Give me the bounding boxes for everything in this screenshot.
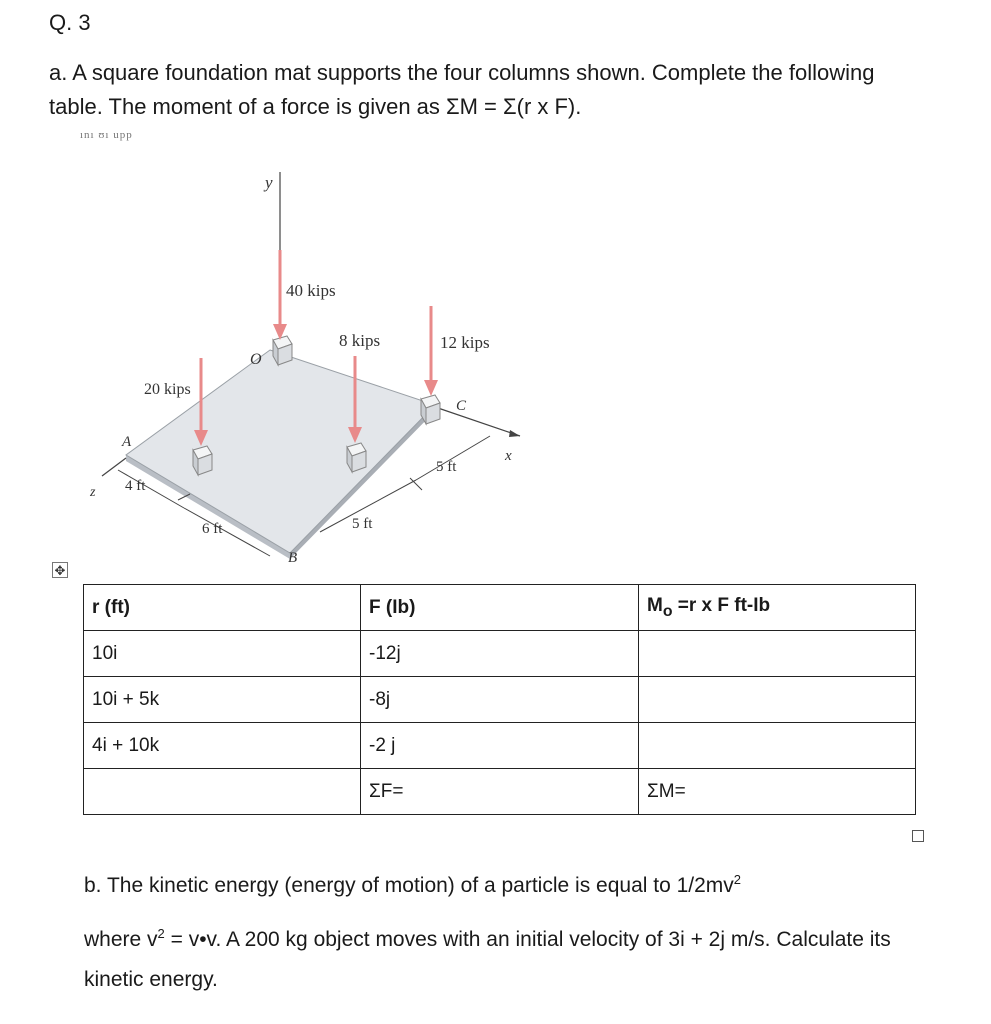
cell-r[interactable]: 10i + 5k bbox=[84, 677, 361, 723]
column-o bbox=[273, 336, 292, 365]
column-20 bbox=[193, 446, 212, 475]
load-arrow-40 bbox=[273, 250, 287, 340]
header-m bbox=[639, 585, 916, 631]
part-b-line-2-text: where v bbox=[84, 928, 158, 951]
label-8-kips: 8 kips bbox=[339, 331, 381, 350]
label-5ft-b: 5 ft bbox=[436, 459, 457, 475]
part-b-line-1 bbox=[84, 866, 944, 906]
cell-r[interactable]: 4i + 10k bbox=[84, 723, 361, 769]
label-20-kips: 20 kips bbox=[144, 381, 191, 398]
label-a: A bbox=[122, 434, 132, 450]
part-b-line-1-text: b. The kinetic energy (energy of motion) of a particle is equal to 1/2mv bbox=[84, 874, 734, 897]
cell-m[interactable] bbox=[639, 723, 916, 769]
superscript: 2 bbox=[733, 872, 742, 887]
superscript: 2 bbox=[157, 926, 165, 941]
cropped-text-fragment: ını ʊı upp bbox=[80, 129, 133, 141]
header-m-prefix: M bbox=[647, 594, 663, 616]
cell-f[interactable]: -8j bbox=[361, 677, 639, 723]
label-x: x bbox=[505, 448, 512, 464]
cell-sum-m[interactable]: ΣM= bbox=[639, 769, 916, 815]
part-b-line-2 bbox=[84, 920, 944, 1000]
cell-f[interactable]: -12j bbox=[361, 631, 639, 677]
moment-table bbox=[83, 584, 916, 815]
part-a-text: a. A square foundation mat supports the four columns shown. Complete the following table. The moment of a force is given as ΣM = Σ(r x F). bbox=[49, 60, 875, 119]
label-4ft: 4 ft bbox=[125, 478, 146, 494]
cell-m[interactable] bbox=[639, 631, 916, 677]
table-row-sum bbox=[84, 769, 916, 815]
cell-r[interactable]: 10i bbox=[84, 631, 361, 677]
header-m-suffix: =r x F ft-Ib bbox=[672, 594, 771, 616]
table-header-row bbox=[84, 585, 916, 631]
cell-r[interactable] bbox=[84, 769, 361, 815]
label-12-kips: 12 kips bbox=[440, 333, 490, 352]
table-move-icon[interactable]: ✥ bbox=[52, 562, 68, 578]
cell-m[interactable] bbox=[639, 677, 916, 723]
table-row bbox=[84, 631, 916, 677]
load-arrow-12 bbox=[424, 306, 438, 396]
label-o: O bbox=[250, 351, 262, 368]
header-f: F (Ib) bbox=[361, 585, 639, 631]
x-axis-arrowhead bbox=[509, 430, 520, 437]
label-6ft: 6 ft bbox=[202, 521, 223, 537]
label-c: C bbox=[456, 398, 467, 414]
question-number: Q. 3 bbox=[49, 10, 91, 35]
label-y: y bbox=[265, 173, 273, 192]
label-z: z bbox=[90, 485, 96, 500]
table-row bbox=[84, 723, 916, 769]
label-b: B bbox=[288, 550, 298, 566]
label-5ft-a: 5 ft bbox=[352, 516, 373, 532]
part-b-text bbox=[84, 866, 944, 1000]
table-row bbox=[84, 677, 916, 723]
foundation-mat-figure bbox=[80, 160, 550, 570]
part-b-line-2-rest: = v•v. A 200 kg object moves with an initial velocity of 3i + 2j m/s. Calculate its kinetic energy. bbox=[84, 928, 891, 991]
label-40-kips: 40 kips bbox=[286, 281, 336, 300]
table-resize-handle[interactable] bbox=[912, 830, 924, 842]
header-m-subscript: o bbox=[662, 602, 673, 620]
x-axis bbox=[438, 408, 520, 436]
header-r: r (ft) bbox=[84, 585, 361, 631]
z-axis bbox=[102, 458, 126, 476]
cell-sum-f[interactable]: ΣF= bbox=[361, 769, 639, 815]
column-8 bbox=[347, 443, 366, 472]
cell-f[interactable]: -2 j bbox=[361, 723, 639, 769]
column-c bbox=[421, 395, 440, 424]
